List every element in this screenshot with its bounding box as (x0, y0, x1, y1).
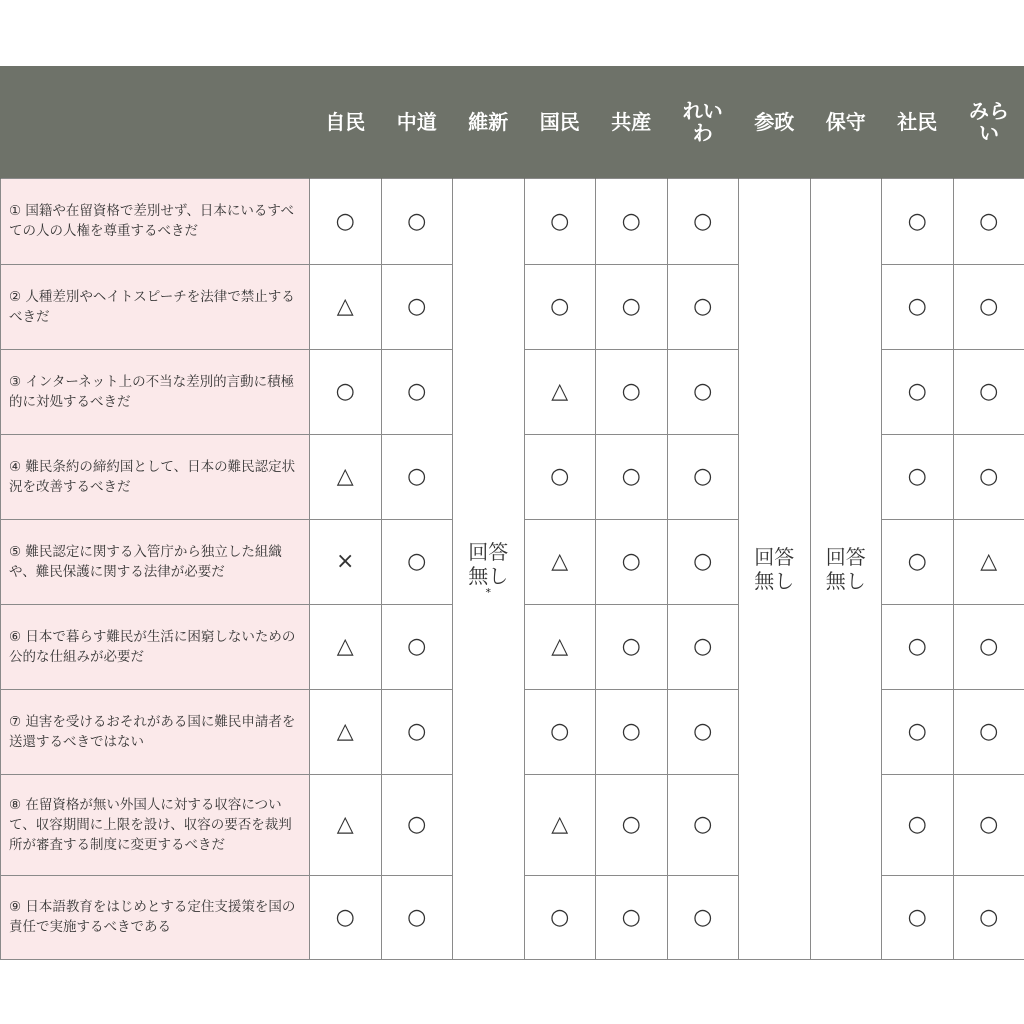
header-question-column (1, 66, 310, 178)
answer-mark: ○ (596, 774, 668, 875)
answer-mark: ○ (381, 264, 453, 349)
no-answer-cell (810, 178, 882, 959)
answer-mark: △ (524, 519, 596, 604)
answer-mark: ○ (667, 264, 739, 349)
answer-mark: ○ (596, 689, 668, 774)
answer-mark: ○ (381, 604, 453, 689)
policy-survey-table (0, 66, 1024, 960)
table-row (1, 178, 1024, 264)
party-header: れい わ (667, 66, 739, 178)
question-text: ④ 難民条約の締約国として、日本の難民認定状況を改善するべきだ (1, 434, 310, 519)
answer-mark: ○ (953, 264, 1024, 349)
answer-mark: ○ (381, 689, 453, 774)
answer-mark: ○ (596, 264, 668, 349)
question-text: ③ インターネット上の不当な差別的言動に積極的に対処するべきだ (1, 349, 310, 434)
answer-mark: ○ (882, 349, 954, 434)
answer-mark: ○ (882, 604, 954, 689)
answer-mark: ○ (381, 178, 453, 264)
question-text: ⑨ 日本語教育をはじめとする定住支援策を国の責任で実施するべきである (1, 875, 310, 959)
question-text: ① 国籍や在留資格で差別せず、日本にいるすべての人の人権を尊重するべきだ (1, 178, 310, 264)
answer-mark: ○ (953, 604, 1024, 689)
answer-mark: ○ (524, 875, 596, 959)
answer-mark: ○ (381, 434, 453, 519)
answer-mark: △ (310, 604, 382, 689)
answer-mark: ○ (882, 519, 954, 604)
answer-mark: ○ (596, 349, 668, 434)
answer-mark: ○ (953, 689, 1024, 774)
answer-mark: ○ (596, 604, 668, 689)
answer-mark: ○ (310, 875, 382, 959)
answer-mark: △ (310, 689, 382, 774)
answer-mark: ○ (596, 519, 668, 604)
answer-mark: ○ (596, 434, 668, 519)
party-header: 保守 (810, 66, 882, 178)
answer-mark: ○ (524, 178, 596, 264)
answer-mark: ○ (953, 875, 1024, 959)
no-answer-cell (453, 178, 525, 959)
party-header: 自民 (310, 66, 382, 178)
answer-mark: ○ (953, 178, 1024, 264)
answer-mark: ○ (667, 774, 739, 875)
no-answer-label: 回答 無し (825, 544, 866, 593)
answer-mark: ○ (953, 774, 1024, 875)
answer-mark: ○ (882, 264, 954, 349)
answer-mark: ○ (882, 178, 954, 264)
answer-mark: ○ (524, 434, 596, 519)
answer-mark: ○ (667, 434, 739, 519)
footnote-asterisk: * (485, 585, 491, 599)
answer-mark: △ (524, 774, 596, 875)
answer-mark: ○ (667, 178, 739, 264)
answer-mark: ○ (381, 875, 453, 959)
answer-mark: ○ (882, 875, 954, 959)
answer-mark: ○ (667, 604, 739, 689)
answer-mark: △ (524, 604, 596, 689)
question-text: ⑥ 日本で暮らす難民が生活に困窮しないための公的な仕組みが必要だ (1, 604, 310, 689)
answer-mark: ○ (882, 434, 954, 519)
party-header: 中道 (381, 66, 453, 178)
answer-mark: ○ (381, 349, 453, 434)
answer-mark: △ (310, 264, 382, 349)
party-header: 維新 (453, 66, 525, 178)
answer-mark: ○ (524, 264, 596, 349)
no-answer-label: 回答 無し (754, 544, 795, 593)
question-text: ⑧ 在留資格が無い外国人に対する収容について、収容期間に上限を設け、収容の要否を裁判所が審査する制度に変更するべきだ (1, 774, 310, 875)
answer-mark: ○ (882, 774, 954, 875)
answer-mark: ○ (596, 178, 668, 264)
answer-mark: ○ (667, 875, 739, 959)
answer-mark: ○ (310, 178, 382, 264)
party-header: 社民 (882, 66, 954, 178)
question-text: ⑦ 迫害を受けるおそれがある国に難民申請者を送還するべきではない (1, 689, 310, 774)
answer-mark: ○ (667, 349, 739, 434)
answer-mark: ○ (596, 875, 668, 959)
answer-mark: ○ (381, 519, 453, 604)
answer-mark: ○ (310, 349, 382, 434)
answer-mark: ○ (524, 689, 596, 774)
answer-mark: △ (953, 519, 1024, 604)
answer-mark: ○ (667, 689, 739, 774)
party-header: みら い (953, 66, 1024, 178)
answer-mark: ○ (953, 434, 1024, 519)
answer-mark: × (310, 519, 382, 604)
answer-mark: ○ (667, 519, 739, 604)
party-header: 参政 (739, 66, 811, 178)
answer-mark: ○ (882, 689, 954, 774)
party-header: 共産 (596, 66, 668, 178)
no-answer-cell (739, 178, 811, 959)
party-header: 国民 (524, 66, 596, 178)
answer-mark: △ (310, 434, 382, 519)
answer-mark: ○ (953, 349, 1024, 434)
answer-mark: △ (310, 774, 382, 875)
question-text: ⑤ 難民認定に関する入管庁から独立した組織や、難民保護に関する法律が必要だ (1, 519, 310, 604)
answer-mark: ○ (381, 774, 453, 875)
no-answer-label: 回答 無し (468, 539, 509, 588)
question-text: ② 人種差別やヘイトスピーチを法律で禁止するべきだ (1, 264, 310, 349)
header-row (1, 66, 1024, 178)
answer-mark: △ (524, 349, 596, 434)
